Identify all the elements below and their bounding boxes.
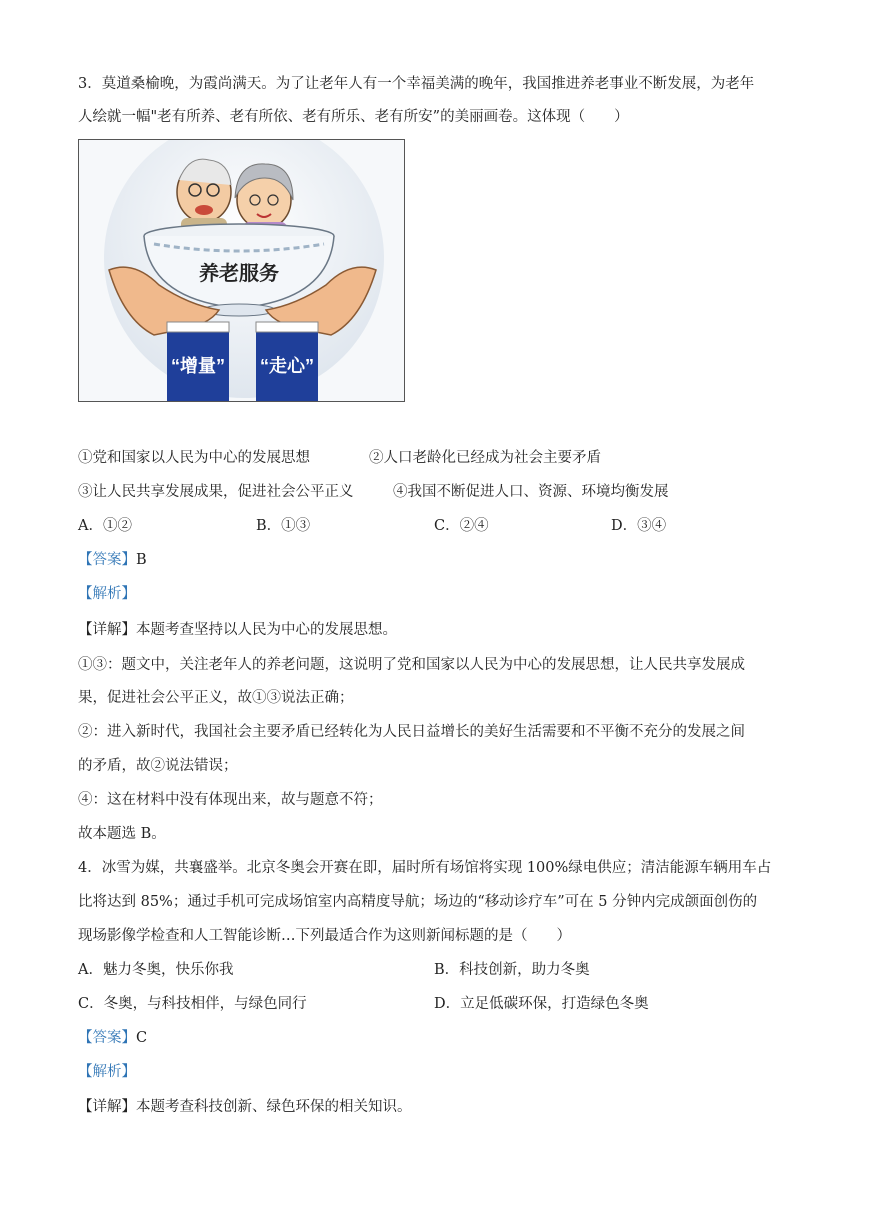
answer-tag: 【答案】	[78, 1030, 136, 1046]
q3-explanation-line: 故本题选 B。	[78, 826, 166, 842]
q4-option-a: A．魅力冬奥，快乐你我	[78, 962, 234, 978]
q3-statement-4: ④我国不断促进人口、资源、环境均衡发展	[393, 484, 669, 500]
q3-stem-line-1: 3．莫道桑榆晚，为霞尚满天。为了让老年人有一个幸福美满的晚年，我国推进养老事业不断发展，为老年	[78, 76, 755, 92]
q4-option-c: C．冬奥，与科技相伴，与绿色同行	[78, 996, 307, 1012]
detail-tag: 【详解】	[78, 622, 136, 638]
q3-statement-1: ①党和国家以人民为中心的发展思想	[78, 450, 310, 466]
answer-value: C	[136, 1030, 148, 1046]
q3-explanation-line: ②：进入新时代，我国社会主要矛盾已经转化为人民日益增长的美好生活需要和不平衡不充分的发展之间	[78, 724, 745, 740]
q3-explanation-line: 的矛盾，故②说法错误；	[78, 758, 238, 774]
q4-stem-line-1: 4．冰雪为媒，共襄盛举。北京冬奥会开赛在即，届时所有场馆将实现 100%绿电供应；清洁能源车辆用车占	[78, 860, 772, 876]
q4-answer	[78, 1028, 147, 1048]
q4-detail	[78, 1097, 412, 1117]
right-sleeve-label: “走心”	[260, 356, 314, 376]
q3-option-d: D．③④	[611, 518, 667, 534]
bowl-label: 养老服务	[199, 263, 279, 285]
q3-option-c: C．②④	[434, 518, 489, 534]
detail-tag: 【详解】	[78, 1099, 136, 1115]
q4-stem-line-3: 现场影像学检查和人工智能诊断…下列最适合作为这则新闻标题的是（ ）	[78, 928, 571, 944]
q3-statement-2: ②人口老龄化已经成为社会主要矛盾	[369, 450, 601, 466]
q4-option-d: D．立足低碳环保，打造绿色冬奥	[434, 996, 649, 1012]
q4-option-b: B．科技创新，助力冬奥	[434, 962, 590, 978]
elderly-care-cartoon	[78, 139, 405, 402]
q3-explanation-line: 果，促进社会公平正义，故①③说法正确；	[78, 690, 354, 706]
q3-analysis-tag: 【解析】	[78, 586, 136, 602]
q3-stem-line-2: 人绘就一幅"老有所养、老有所依、老有所乐、老有所安”的美丽画卷。这体现（ ）	[78, 109, 629, 125]
q4-stem-line-2: 比将达到 85%；通过手机可完成场馆室内高精度导航；场边的“移动诊疗车”可在 5 分钟内完成颌面创伤的	[78, 894, 758, 910]
q3-option-a: A．①②	[78, 518, 132, 534]
q3-statement-3: ③让人民共享发展成果，促进社会公平正义	[78, 484, 354, 500]
q3-detail	[78, 620, 397, 640]
detail-text: 本题考查科技创新、绿色环保的相关知识。	[136, 1099, 412, 1115]
answer-value: B	[136, 552, 147, 568]
q3-explanation-line: ④：这在材料中没有体现出来，故与题意不符；	[78, 792, 383, 808]
q3-answer	[78, 550, 147, 570]
answer-tag: 【答案】	[78, 552, 136, 568]
detail-text: 本题考查坚持以人民为中心的发展思想。	[136, 622, 397, 638]
q3-explanation-line: ①③：题文中，关注老年人的养老问题，这说明了党和国家以人民为中心的发展思想，让人民共享发展成	[78, 657, 745, 673]
q3-option-b: B．①③	[256, 518, 311, 534]
left-sleeve-label: “增量”	[171, 356, 225, 376]
q4-analysis-tag: 【解析】	[78, 1064, 136, 1080]
cartoon-illustration	[79, 140, 405, 402]
